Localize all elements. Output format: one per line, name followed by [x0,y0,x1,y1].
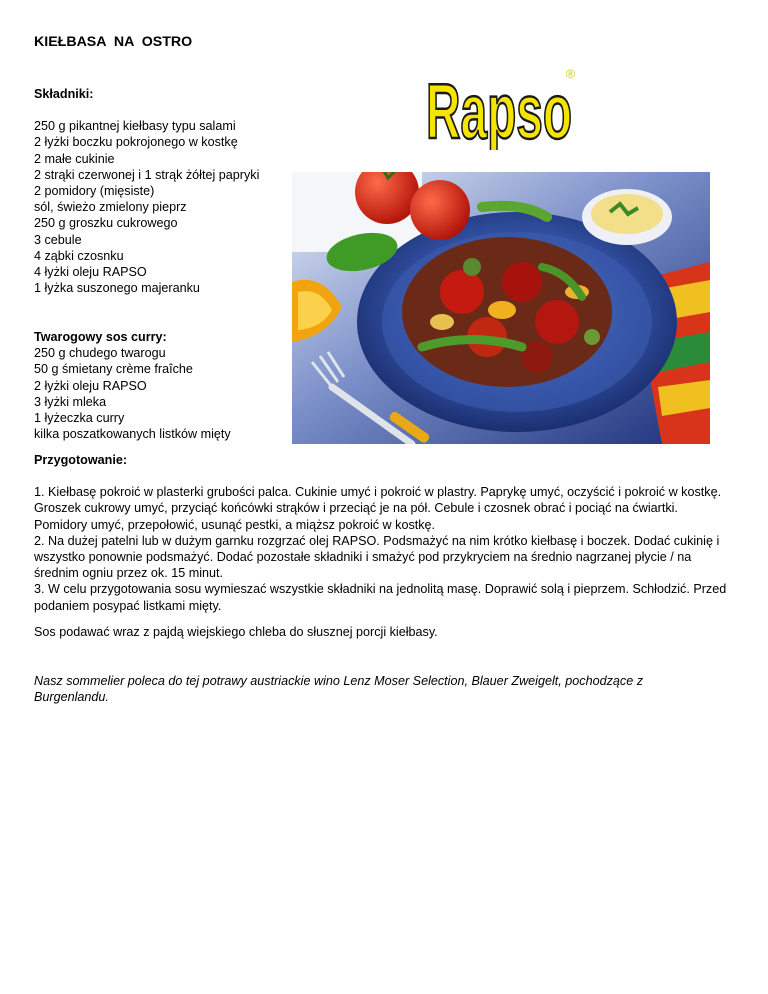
list-item: 4 łyżki oleju RAPSO [34,265,147,280]
list-item: sól, świeżo zmielony pieprz [34,200,187,215]
preparation-steps [34,484,734,614]
list-item: 250 g pikantnej kiełbasy typu salami [34,119,236,134]
list-item: 1 łyżka suszonego majeranku [34,281,200,296]
registered-mark: ® [566,67,575,81]
serving-note: Sos podawać wraz z pajdą wiejskiego chleba do słusznej porcji kiełbasy. [34,625,438,639]
ingredients-list [34,118,259,296]
list-item: 2 strąki czerwonej i 1 strąk żółtej papryki [34,167,260,182]
preparation-step: 3. W celu przygotowania sosu wymieszać wszystkie składniki na jednolitą masę. Doprawić solą i pieprzem. Schłodzić. Przed podaniem posypać listkami mięty. [34,582,727,613]
list-item: 1 łyżeczka curry [34,411,125,426]
sauce-list [34,345,231,442]
ingredients-section [34,86,259,296]
dish-photo-graphic [292,172,710,444]
list-item: 3 łyżki mleka [34,394,107,409]
sauce-heading: Twarogowy sos curry: [34,330,167,344]
preparation-step: 1. Kiełbasę pokroić w plasterki grubości palca. Cukinie umyć i pokroić w plastry. Paprykę umyć, oczyścić i pokroić w kostkę. Groszek cukrowy umyć, przyciąć końcówki strąków i przeciąć je na pół. Cebule i czosnek obrać i pociąć na ćwiartki. Pomidory umyć, przepołowić, usunąć pestki, a miąższ pokroić w kostkę. [34,485,722,532]
rapso-logo-text: Rapso [426,67,572,150]
preparation-step: 2. Na dużej patelni lub w dużym garnku rozgrzać olej RAPSO. Podsmażyć na nim krótko kiełbasę i boczek. Dodać cukinię i wszystko ponownie podsmażyć. Dodać pozostałe składniki i smażyć pod przykryciem na średnio nagrzanej płycie / na średnim ogniu przez ok. 15 minut. [34,533,720,581]
list-item: 3 cebule [34,232,82,247]
rapso-logo [420,58,580,150]
list-item: 2 łyżki oleju RAPSO [34,378,147,393]
list-item: 250 g groszku cukrowego [34,216,178,231]
preparation-section [34,452,734,614]
list-item: kilka poszatkowanych listków mięty [34,427,231,442]
sommelier-note: Nasz sommelier poleca do tej potrawy austriackie wino Lenz Moser Selection, Blauer Zweigelt, pochodzące z Burgenlandu. [34,674,643,705]
rapso-logo-graphic [420,58,580,150]
preparation-heading: Przygotowanie: [34,453,128,467]
list-item: 4 ząbki czosnku [34,248,124,263]
recipe-title: KIEŁBASA NA OSTRO [34,34,193,50]
list-item: 2 małe cukinie [34,151,115,166]
list-item: 50 g śmietany crème fraîche [34,362,193,377]
ingredients-heading: Składniki: [34,87,94,101]
sauce-section [34,329,231,442]
list-item: 2 pomidory (mięsiste) [34,184,155,199]
list-item: 250 g chudego twarogu [34,346,166,361]
list-item: 2 łyżki boczku pokrojonego w kostkę [34,135,238,150]
dish-photo [292,172,710,444]
